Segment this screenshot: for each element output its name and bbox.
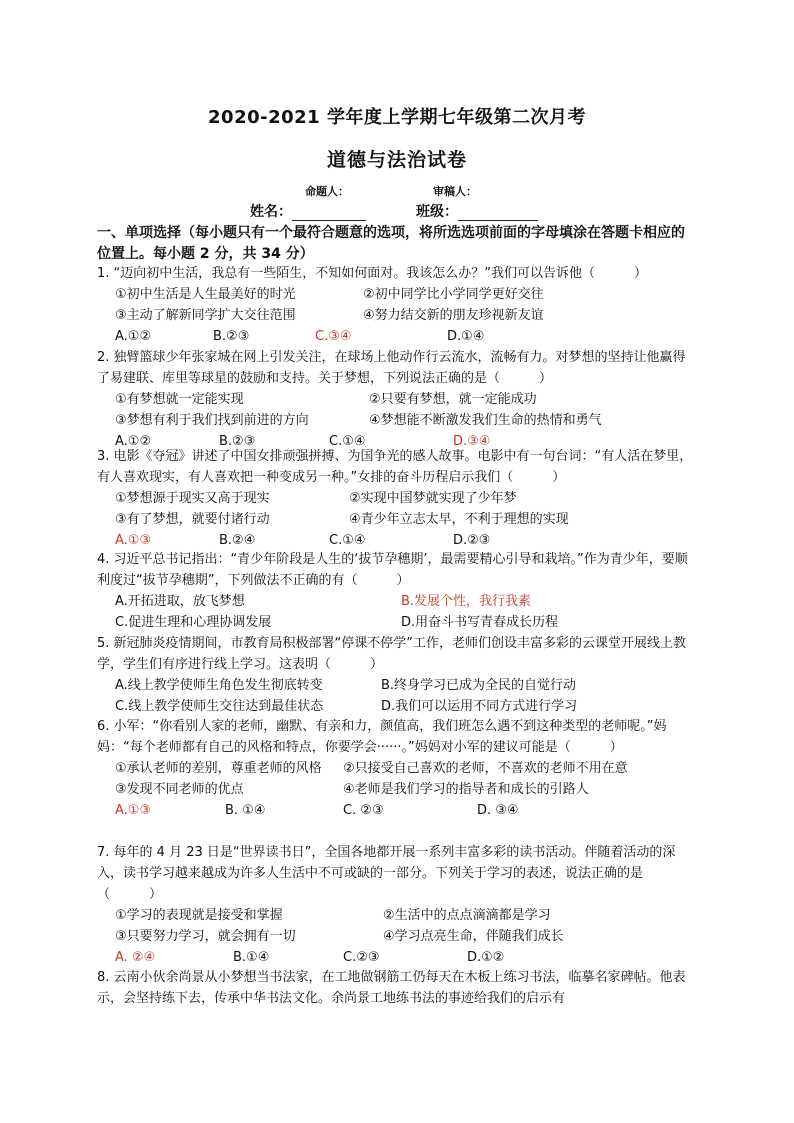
statement-row xyxy=(97,926,697,947)
question-stem: 1. “迈向初中生活，我总有一些陌生，不知如何面对。我该怎么办？”我们可以告诉他（ ） xyxy=(97,266,648,281)
option-a[interactable]: A.①② xyxy=(115,329,152,344)
option-d[interactable]: D. ③④ xyxy=(477,803,519,818)
question-stem: 6. 小军：“你看别人家的老师，幽默、有亲和力，颜值高，我们班怎么遇不到这种类型的老师呢。”妈妈：“每个老师都有自己的风格和特点，你要学会······。”妈妈对小军的建议可能是（ ） xyxy=(97,719,667,755)
question-2 xyxy=(97,347,697,452)
option-row xyxy=(97,800,697,821)
option-c[interactable]: C.③④ xyxy=(315,329,352,344)
question-stem: 2. 独臂篮球少年张家城在网上引发关注，在球场上他动作行云流水，流畅有力。对梦想的坚持让他赢得了易建联、库里等球星的鼓励和支持。关于梦想，下列说法正确的是（ ） xyxy=(97,350,686,386)
statement: ④梦想能不断激发我们生命的热情和勇气 xyxy=(369,413,602,428)
option-a[interactable]: A.①③ xyxy=(115,533,152,548)
statement-row xyxy=(97,389,697,410)
question-1 xyxy=(97,263,697,347)
statement: ②实现中国梦就实现了少年梦 xyxy=(349,491,517,506)
option-a[interactable]: A.①③ xyxy=(115,803,152,818)
option-c[interactable]: C. ②③ xyxy=(343,803,384,818)
statement: ②只接受自己喜欢的老师，不喜欢的老师不用在意 xyxy=(343,761,628,776)
statement: ②生活中的点点滴滴都是学习 xyxy=(383,908,551,923)
statement-row xyxy=(97,284,697,305)
statement: ①梦想源于现实又高于现实 xyxy=(115,491,270,506)
statement: ①初中生活是人生最美好的时光 xyxy=(115,287,296,302)
option-b[interactable]: B.发展个性，我行我素 xyxy=(401,594,532,609)
option-d[interactable]: D.我们可以运用不同方式进行学习 xyxy=(381,699,578,714)
statement: ④青少年立志太早，不利于理想的实现 xyxy=(349,512,569,527)
question-8 xyxy=(97,967,697,1009)
statement-row xyxy=(97,305,697,326)
statement-row xyxy=(97,509,697,530)
name-label: 姓名： xyxy=(250,204,292,220)
statement: ②只要有梦想，就一定能成功 xyxy=(369,392,537,407)
option-row xyxy=(97,326,697,347)
option-d[interactable]: D.①② xyxy=(467,950,505,965)
question-7 xyxy=(97,842,697,968)
statement-row xyxy=(97,410,697,431)
option-a[interactable]: A. ②④ xyxy=(115,950,156,965)
question-5 xyxy=(97,633,697,717)
statement-row xyxy=(97,779,697,800)
name-class-line xyxy=(250,201,570,221)
option-a[interactable]: A.开拓进取，放飞梦想 xyxy=(115,594,245,609)
statement: ①学习的表现就是接受和掌握 xyxy=(115,908,283,923)
class-blank[interactable] xyxy=(458,206,538,221)
option-c[interactable]: C.线上教学使师生交往达到最佳状态 xyxy=(115,699,324,714)
question-6 xyxy=(97,716,697,821)
option-b[interactable]: B. ①④ xyxy=(225,803,266,818)
question-4 xyxy=(97,549,697,633)
statement: ②初中同学比小学同学更好交往 xyxy=(363,287,544,302)
statement: ③主动了解新同学扩大交往范围 xyxy=(115,308,296,323)
option-b[interactable]: B.终身学习已成为全民的自觉行动 xyxy=(381,678,577,693)
class-label: 班级： xyxy=(416,204,458,220)
option-d[interactable]: D.用奋斗书写青春成长历程 xyxy=(401,615,559,630)
option-a[interactable]: A.线上教学使师生角色发生彻底转变 xyxy=(115,678,323,693)
option-row xyxy=(97,947,697,968)
exam-title: 2020-2021 学年度上学期七年级第二次月考 xyxy=(208,107,586,128)
option-d[interactable]: D.②③ xyxy=(453,533,491,548)
option-c[interactable]: C.①④ xyxy=(329,434,366,449)
question-stem: 3. 电影《夺冠》讲述了中国女排顽强拼搏、为国争光的感人故事。电影中有一句台词：“有人活在梦里，有人喜欢现实，有人喜欢把一种变成另一种。”女排的奋斗历程启示我们（ ） xyxy=(97,449,693,485)
option-c[interactable]: C.促进生理和心理协调发展 xyxy=(115,615,272,630)
statement-row xyxy=(97,488,697,509)
option-a[interactable]: A.①② xyxy=(115,434,152,449)
statement: ①承认老师的差别，尊重老师的风格 xyxy=(115,761,322,776)
option-b[interactable]: B.①④ xyxy=(233,950,270,965)
option-d[interactable]: D.③④ xyxy=(453,434,491,449)
option-c[interactable]: C.①④ xyxy=(329,533,366,548)
option-row xyxy=(97,591,697,612)
option-row xyxy=(97,530,697,551)
exam-subtitle: 道德与法治试卷 xyxy=(326,149,467,171)
option-row xyxy=(97,675,697,696)
statement: ④努力结交新的朋友珍视新友谊 xyxy=(363,308,544,323)
statement: ①有梦想就一定能实现 xyxy=(115,392,244,407)
question-stem: 4. 习近平总书记指出：“青少年阶段是人生的‘拔节孕穗期’，最需要精心引导和栽培。”作为青少年，要顺利度过“拔节孕穗期”，下列做法不正确的有（ ） xyxy=(97,552,688,588)
author-label: 命题人： xyxy=(305,185,349,198)
question-3 xyxy=(97,446,697,551)
statement: ④老师是我们学习的指导者和成长的引路人 xyxy=(343,782,589,797)
statement-row xyxy=(97,905,697,926)
statement: ④学习点亮生命，伴随我们成长 xyxy=(383,929,564,944)
question-stem: 5. 新冠肺炎疫情期间，市教育局积极部署“停课不停学”工作，老师们创设丰富多彩的云课堂开展线上教学，学生们有序进行线上学习。这表明（ ） xyxy=(97,636,687,672)
option-c[interactable]: C.②③ xyxy=(343,950,380,965)
statement: ③只要努力学习，就会拥有一切 xyxy=(115,929,296,944)
option-d[interactable]: D.①④ xyxy=(447,329,485,344)
statement: ③有了梦想，就要付诸行动 xyxy=(115,512,270,527)
question-stem: 8. 云南小伙余尚景从小梦想当书法家，在工地做钢筋工仍每天在木板上练习书法，临摹名家碑帖。他表示，会坚持练下去，传承中华书法文化。余尚景工地练书法的事迹给我们的启示有 xyxy=(97,970,686,1006)
name-blank[interactable] xyxy=(292,206,366,221)
author-line xyxy=(305,183,605,199)
section-heading: 一、单项选择（每小题只有一个最符合题意的选项，将所选选项前面的字母填涂在答题卡相应的位置上。每小题 2 分，共 34 分） xyxy=(97,225,685,262)
statement: ③梦想有利于我们找到前进的方向 xyxy=(115,413,309,428)
option-b[interactable]: B.②③ xyxy=(213,329,250,344)
option-b[interactable]: B.②④ xyxy=(219,533,256,548)
reviewer-label: 审稿人： xyxy=(433,185,477,198)
question-stem: 7. 每年的 4 月 23 日是“世界读书日”，全国各地都开展一系列丰富多彩的读书活动。伴随着活动的深入，读书学习越来越成为许多人生活中不可或缺的一部分。下列关于学习的表述，说法正确的是（ ） xyxy=(97,845,676,902)
statement: ③发现不同老师的优点 xyxy=(115,782,244,797)
statement-row xyxy=(97,758,697,779)
option-row xyxy=(97,696,697,717)
option-b[interactable]: B.②③ xyxy=(219,434,256,449)
option-row xyxy=(97,612,697,633)
